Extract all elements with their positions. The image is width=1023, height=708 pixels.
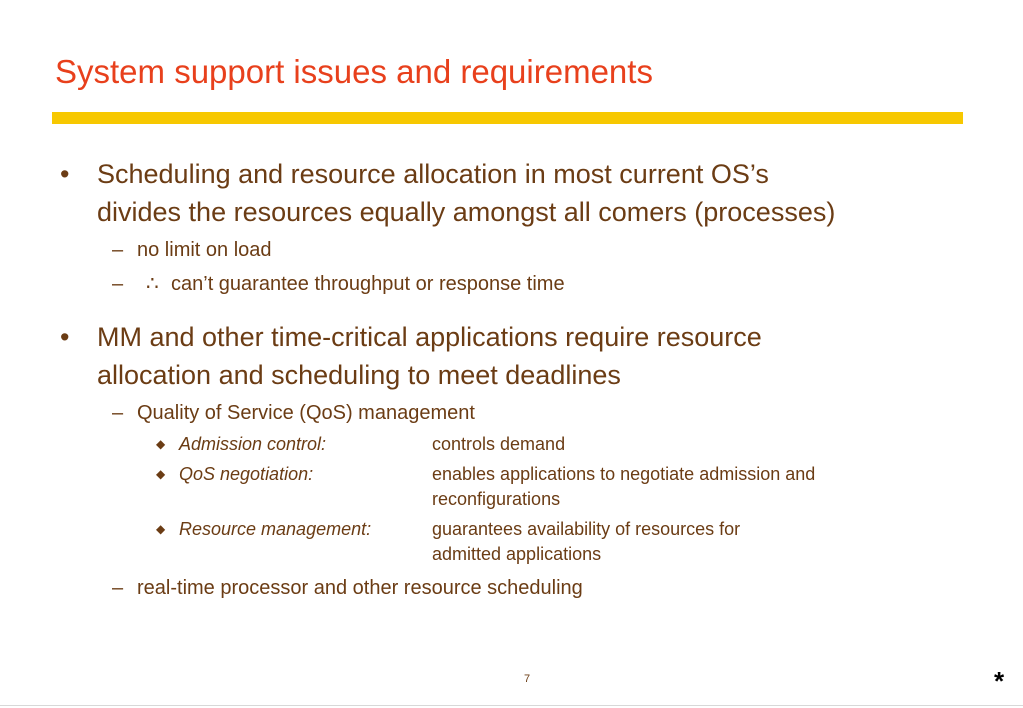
item-term: Resource management: — [179, 519, 372, 539]
item-description-continued: reconfigurations — [432, 489, 561, 509]
sub-bullet-text: real-time processor and other resource scheduling — [137, 577, 583, 599]
sub-bullet-text: Quality of Service (QoS) management — [137, 402, 475, 424]
slide-title: System support issues and requirements — [55, 53, 653, 90]
asterisk-icon: * — [994, 666, 1005, 696]
page-number: 7 — [524, 673, 531, 685]
bullet-text: Scheduling and resource allocation in most current OS’s — [97, 159, 769, 189]
diamond-bullet-icon: ◆ — [156, 522, 166, 536]
diamond-bullet-icon: ◆ — [156, 467, 166, 481]
sub-bullet-text: can’t guarantee throughput or response time — [171, 273, 565, 295]
bullet-text: allocation and scheduling to meet deadlines — [97, 360, 621, 390]
title-underline-bar — [52, 112, 963, 124]
item-description-continued: admitted applications — [432, 544, 602, 564]
item-description: controls demand — [432, 434, 566, 454]
bullet-dot-icon: • — [60, 322, 70, 352]
therefore-icon: ∴ — [146, 273, 159, 295]
dash-icon: – — [112, 577, 124, 599]
sub-bullet-text: no limit on load — [137, 239, 272, 261]
item-description: guarantees availability of resources for — [432, 519, 741, 539]
bottom-divider — [0, 705, 1023, 706]
bullet-text: divides the resources equally amongst all comers (processes) — [97, 197, 836, 227]
item-term: QoS negotiation: — [179, 464, 314, 484]
bullet-dot-icon: • — [60, 159, 70, 189]
dash-icon: – — [112, 239, 124, 261]
diamond-bullet-icon: ◆ — [156, 437, 166, 451]
item-description: enables applications to negotiate admission and — [432, 464, 816, 484]
dash-icon: – — [112, 402, 124, 424]
item-term: Admission control: — [179, 434, 327, 454]
dash-icon: – — [112, 273, 124, 295]
bullet-text: MM and other time-critical applications require resource — [97, 322, 762, 352]
